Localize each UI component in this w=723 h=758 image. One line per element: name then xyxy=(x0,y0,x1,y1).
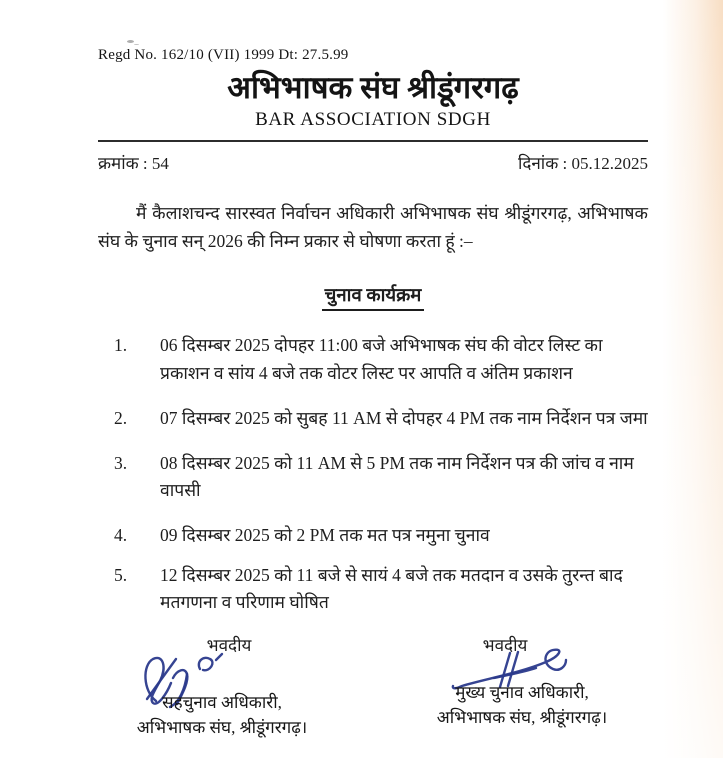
salutation-left: भवदीय xyxy=(206,636,252,656)
schedule-item-4 xyxy=(114,522,648,549)
signature-block-chief xyxy=(402,634,642,740)
association-title-english: BAR ASSOCIATION SDGH xyxy=(255,108,491,130)
item-text: 09 दिसम्बर 2025 को 2 PM तक मत पत्र नमुना चुनाव xyxy=(160,525,490,546)
document-date: दिनांक : 05.12.2025 xyxy=(517,153,648,173)
item-number: 4. xyxy=(114,525,128,546)
item-number: 1. xyxy=(114,335,128,356)
schedule-heading-wrap xyxy=(98,282,648,311)
item-number: 2. xyxy=(114,407,128,428)
item-number: 5. xyxy=(114,565,128,586)
item-text: 08 दिसम्बर 2025 को 11 AM से 5 PM तक नाम निर्देशन पत्र की जांच व नाम वापसी xyxy=(160,452,634,500)
item-text: 07 दिसम्बर 2025 को सुबह 11 AM से दोपहर 4 PM तक नाम निर्देशन पत्र जमा xyxy=(160,407,648,428)
header-divider xyxy=(98,140,648,142)
item-text: 06 दिसम्बर 2025 दोपहर 11:00 बजे अभिभाषक संघ की वोटर लिस्ट का प्रकाशन व सांय 4 बजे तक वोटर लिस्ट पर आपति व अंतिम प्रकाशन xyxy=(160,335,603,383)
registration-line: Regd No. 162/10 (VII) 1999 Dt: 27.5.99 xyxy=(98,47,349,63)
signatory-org-right: अभिभाषक संघ, श्रीडूंगरगढ़। xyxy=(436,707,608,727)
signatory-org-left: अभिभाषक संघ, श्रीडूंगरगढ़। xyxy=(136,717,308,737)
document-content xyxy=(98,47,648,740)
schedule-item-5 xyxy=(114,562,648,616)
signatory-role-left: सहचुनाव अधिकारी, xyxy=(162,693,282,713)
schedule-item-1 xyxy=(114,332,648,386)
scan-speck xyxy=(127,40,134,43)
item-number: 3. xyxy=(114,452,128,473)
signatory-role-right: मुख्य चुनाव अधिकारी, xyxy=(455,683,589,703)
serial-number: क्रमांक : 54 xyxy=(98,153,169,173)
signature-row xyxy=(98,634,648,740)
intro-paragraph: मैं कैलाशचन्द सारस्वत निर्वाचन अधिकारी अभिभाषक संघ श्रीडूंगरगढ़, अभिभाषक संघ के चुनाव सन् 2026 की निम्न प्रकार से घोषणा करता हूं :– xyxy=(98,202,648,252)
salutation-right: भवदीय xyxy=(482,636,528,656)
association-title-hindi: अभिभाषक संघ श्रीडूंगरगढ़ xyxy=(227,70,519,105)
schedule-list xyxy=(98,332,648,616)
schedule-item-3 xyxy=(114,450,648,504)
schedule-heading: चुनाव कार्यक्रम xyxy=(322,282,425,311)
signature-block-assistant xyxy=(112,634,332,740)
item-text: 12 दिसम्बर 2025 को 11 बजे से सायं 4 बजे तक मतदान व उसके तुरन्त बाद मतगणना व परिणाम घोषित xyxy=(160,565,623,613)
schedule-item-2 xyxy=(114,405,648,432)
scan-edge-tint xyxy=(663,0,723,758)
meta-row xyxy=(98,151,648,174)
